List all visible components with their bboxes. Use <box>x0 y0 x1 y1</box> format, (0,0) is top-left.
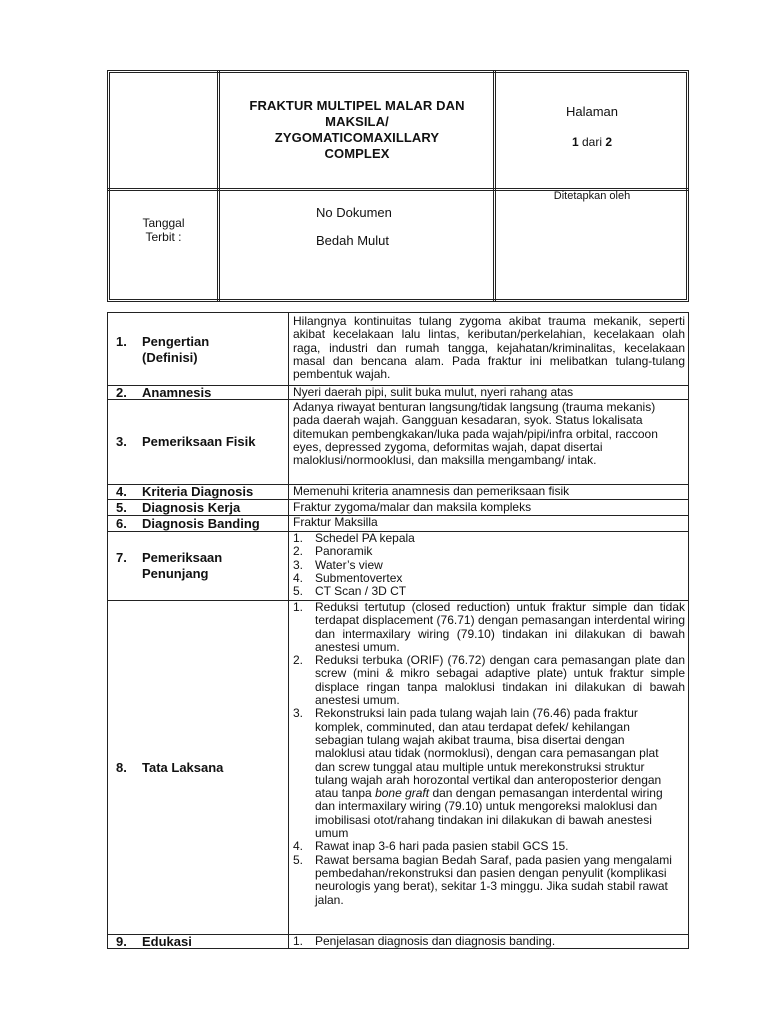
page-label: Halaman <box>565 104 619 119</box>
document-number-label: No Dokumen <box>316 205 392 220</box>
issued-label-line: Tanggal <box>142 216 185 230</box>
section-text-diagnosis-kerja: Fraktur zygoma/malar dan maksila kompleks <box>293 500 532 514</box>
page-current: 1 <box>571 135 579 149</box>
section-number: 3. <box>116 434 127 449</box>
title-line: COMPLEX <box>324 146 390 161</box>
list-item: 1. Penjelasan diagnosis dan diagnosis banding. <box>293 934 556 948</box>
section-title: Pengertian <box>142 334 210 349</box>
title-line: ZYGOMATICOMAXILLARY <box>274 130 440 145</box>
section-title: Diagnosis Banding <box>142 516 260 531</box>
section-text-pengertian: Hilangnya kontinuitas tulang zygoma akibat trauma mekanik, seperti akibat kecelakaan lalu lintas, keributan/perkelahian, kecelakaan olah raga, industri dan rumah tangga, kejahatan/kriminalitas, kecelakaan masal dan bencana alam. Pada fraktur ini melibatkan tulang-tulang pembentuk wajah. <box>293 314 685 382</box>
list-item: 4. Submentovertex <box>293 570 403 585</box>
document-title <box>222 98 492 162</box>
section-number: 6. <box>116 516 127 531</box>
section-title: Anamnesis <box>142 385 212 400</box>
section-number: 5. <box>116 500 127 515</box>
list-item: 1. Schedel PA kepala <box>293 531 415 545</box>
tata-laksana-list <box>289 601 685 907</box>
header-logo-cell <box>111 74 216 187</box>
section-number: 2. <box>116 385 127 400</box>
pemeriksaan-penunjang-list <box>289 532 685 598</box>
section-label-diagnosis-banding <box>116 516 260 532</box>
section-title: Tata Laksana <box>142 760 224 775</box>
approved-by-label: Ditetapkan oleh <box>553 190 631 202</box>
section-title: (Definisi) <box>142 350 198 365</box>
section-number: 1. <box>116 334 127 349</box>
list-item: 3. Water’s view <box>293 557 383 572</box>
section-label-kriteria-diagnosis <box>116 484 253 500</box>
section-label-diagnosis-kerja <box>116 500 240 516</box>
section-text-anamnesis: Nyeri daerah pipi, sulit buka mulut, nyeri rahang atas <box>293 385 574 399</box>
list-item: 4. Rawat inap 3-6 hari pada pasien stabil GCS 15. <box>293 839 569 854</box>
list-item: 2. Reduksi terbuka (ORIF) (76.72) dengan cara pemasangan plate dan screw (mini & mikro sebagai adaptive plate) untuk fraktur simple displace ringan tanpa maloklusi tindakan ini dilakukan di bawah anestesi umum. <box>293 653 685 708</box>
department-label: Bedah Mulut <box>316 233 389 248</box>
section-label-pemeriksaan-fisik <box>116 434 255 450</box>
section-title: Edukasi <box>142 934 192 949</box>
section-text-diagnosis-banding: Fraktur Maksilla <box>293 515 378 529</box>
section-title: Diagnosis Kerja <box>142 500 241 515</box>
section-number: 7. <box>116 550 127 565</box>
list-item: 2. Panoramik <box>293 544 373 559</box>
list-item: 1. Reduksi tertutup (closed reduction) untuk fraktur simple dan tidak terdapat displacement (76.71) dengan pemasangan interdental wiring dan intermaxilary wiring (79.10) tindakan ini dilakukan di bawah anestesi umum. <box>293 600 685 654</box>
list-item: 3. Rekonstruksi lain pada tulang wajah lain (76.46) pada fraktur komplek, comminuted, dan atau terdapat defek/ kehilangan sebagian tulang wajah akibat trauma, bisa disertai dengan maloklusi atau tidak (normoklusi), dengan cara pemasangan plat dan screw tunggal atau multiple untuk merekonstruksi struktur tulang wajah arah horozontal vertikal dan anteroposterior dengan atau tanpa bone graft dan dengan pemasangan interdental wiring dan intermaxilary wiring (79.10) untuk mengoreksi maloklusi dan imobilisasi otot/rahang tindakan ini dilakukan di bawah anestesi umum <box>293 706 663 841</box>
section-title: Pemeriksaan <box>142 550 223 565</box>
section-label-tata-laksana <box>116 760 223 776</box>
section-text-pemeriksaan-fisik: Adanya riwayat benturan langsung/tidak langsung (trauma mekanis) pada daerah wajah. Gangguan kesadaran, syok. Status lokalisata ditemukan pembengkakan/luka pada wajah/pipi/infra orbital, raccoon eyes, depressed zygoma, deformitas wajah, dapat disertai maloklusi/normooklusi, dan maksilla mengambang/ intak. <box>293 400 658 468</box>
page-total: 2 <box>605 135 613 149</box>
section-number: 8. <box>116 760 127 775</box>
section-number: 4. <box>116 484 127 499</box>
page-separator: dari <box>581 135 602 149</box>
section-label-anamnesis <box>116 385 211 401</box>
section-label-pengertian <box>116 334 209 366</box>
issued-label-line: Terbit : <box>145 230 182 244</box>
section-number: 9. <box>116 934 127 949</box>
section-title: Kriteria Diagnosis <box>142 484 254 499</box>
page-count <box>498 135 686 149</box>
issued-date-label <box>111 216 216 244</box>
list-item: 5. Rawat bersama bagian Bedah Saraf, pada pasien yang mengalami pembedahan/rekonstruksi dan pasien dengan penyulit (komplikasi neurologis yang berat), sekitar 1-3 minggu. Jika sudah stabil rawat jalan. <box>293 852 672 907</box>
list-item: 5. CT Scan / 3D CT <box>293 584 407 599</box>
section-title: Penunjang <box>142 566 209 581</box>
title-line: MAKSILA/ <box>325 114 389 129</box>
section-title: Pemeriksaan Fisik <box>142 434 256 449</box>
edukasi-list <box>289 935 685 948</box>
title-line: FRAKTUR MULTIPEL MALAR DAN <box>249 98 465 113</box>
page-indicator <box>498 104 686 149</box>
section-text-kriteria-diagnosis: Memenuhi kriteria anamnesis dan pemeriksaan fisik <box>293 484 570 498</box>
section-label-pemeriksaan-penunjang <box>116 550 222 582</box>
section-label-edukasi <box>116 934 192 950</box>
